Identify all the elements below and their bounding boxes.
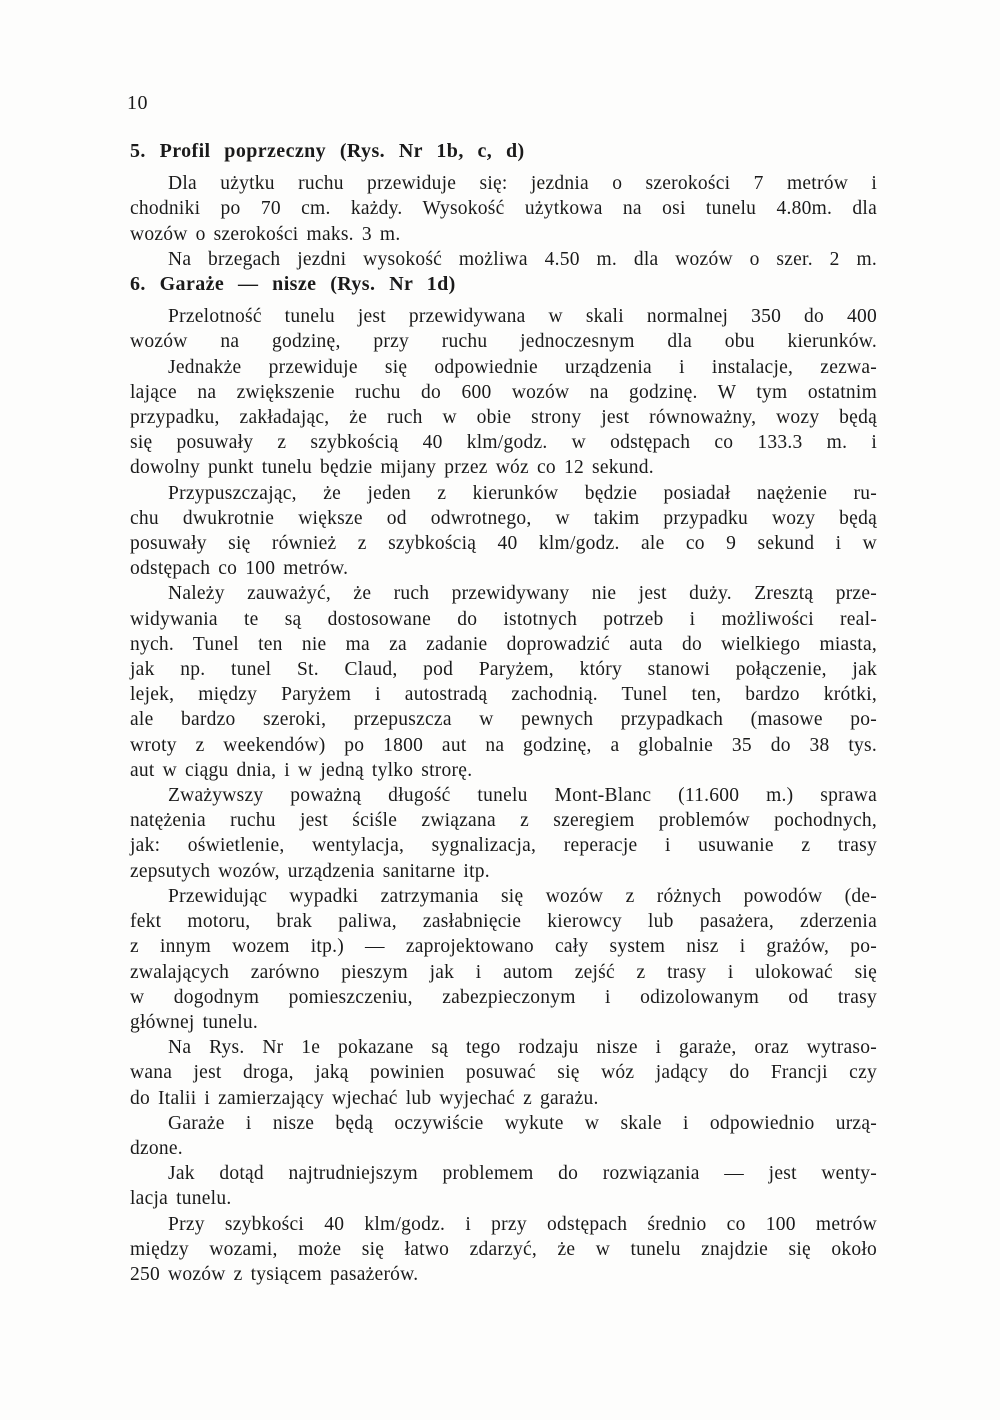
section-heading: 5. Profil poprzeczny (Rys. Nr 1b, c, d)	[130, 140, 525, 162]
text-line: natężenia ruchu jest ściśle związana z szeregiem problemów pochodnych,	[130, 810, 877, 832]
text-line: 250 wozów z tysiącem pasażerów.	[130, 1263, 419, 1285]
text-line: Garaże i nisze będą oczywiście wykute w skale i odpowiednio urzą-	[168, 1112, 877, 1134]
text-line: zepsutych wozów, urządzenia sanitarne itp.	[130, 860, 490, 882]
text-line: się posuwały z szybkością 40 klm/godz. w odstępach co 133.3 m. i	[130, 432, 877, 454]
text-line: dowolny punkt tunelu będzie mijany przez wóz co 12 sekund.	[130, 457, 654, 479]
text-line: lacja tunelu.	[130, 1188, 232, 1210]
text-line: chu dwukrotnie większe od odwrotnego, w takim przypadku wozy będą	[130, 507, 877, 529]
text-line: dzone.	[130, 1137, 183, 1159]
text-line: aut w ciągu dnia, i w jedną tylko strorę.	[130, 759, 473, 781]
text-line: Przelotność tunelu jest przewidywana w skali normalnej 350 do 400	[168, 306, 877, 328]
document-content	[130, 139, 877, 1287]
text-line: nych. Tunel ten nie ma za zadanie doprowadzić auta do wielkiego miasta,	[130, 633, 877, 655]
text-line: chodniki po 70 cm. każdy. Wysokość użytkowa na osi tunelu 4.80m. dla	[130, 198, 877, 220]
text-line: zwalających zarówno pieszym jak i autom zejść z trasy i ulokować się	[130, 961, 877, 983]
paragraph	[130, 171, 877, 247]
page-number: 10	[127, 92, 148, 114]
paragraph	[130, 783, 877, 884]
text-line: lające na zwiększenie ruchu do 600 wozów na godzinę. W tym ostatnim	[130, 381, 877, 403]
text-line: jak np. tunel St. Claud, pod Paryżem, który stanowi połączenie, jak	[130, 659, 877, 681]
text-line: Dla użytku ruchu przewiduje się: jezdnia o szerokości 7 metrów i	[168, 173, 877, 195]
text-line: Jak dotąd najtrudniejszym problemem do rozwiązania — jest wenty-	[168, 1163, 877, 1185]
text-line: do Italii i zamierzający wjechać lub wyjechać z garażu.	[130, 1087, 599, 1109]
text-line: Przy szybkości 40 klm/godz. i przy odstępach średnio co 100 metrów	[168, 1213, 877, 1235]
text-line: Przypuszczając, że jeden z kierunków będzie posiadał naężenie ru-	[168, 482, 877, 504]
text-line: w dogodnym pomieszczeniu, zabezpieczonym i odizolowanym od trasy	[130, 986, 877, 1008]
paragraph	[130, 581, 877, 783]
text-line: wana jest droga, jaką powinien posuwać się wóz jadący do Francji czy	[130, 1062, 877, 1084]
text-line: wozów o szerokości maks. 3 m.	[130, 223, 401, 245]
paragraph	[130, 247, 877, 272]
text-line: posuwały się również z szybkością 40 klm/godz. ale co 9 sekund i w	[130, 533, 877, 555]
text-line: z innym wozem itp.) — zaprojektowano cały system nisz i grażów, po-	[130, 936, 877, 958]
text-line: wozów na godzinę, przy ruchu jednoczesnym dla obu kierunków.	[130, 331, 877, 353]
paragraph	[130, 304, 877, 354]
text-line: fekt motoru, brak paliwa, zasłabnięcie kierowcy lub pasażera, zderzenia	[130, 911, 877, 933]
paragraph	[130, 355, 877, 481]
text-line: Przewidując wypadki zatrzymania się wozów z różnych powodów (de-	[168, 885, 877, 907]
paragraph	[130, 1161, 877, 1211]
text-line: lejek, między Paryżem i autostradą zachodnią. Tunel ten, bardzo krótki,	[130, 684, 877, 706]
section-heading: 6. Garaże — nisze (Rys. Nr 1d)	[130, 273, 456, 296]
paragraph	[130, 481, 877, 582]
text-line: Jednakże przewiduje się odpowiednie urządzenia i instalacje, zezwa-	[168, 356, 877, 378]
text-line: Na brzegach jezdni wysokość możliwa 4.50 m. dla wozów o szer. 2 m.	[168, 248, 877, 270]
text-line: głównej tunelu.	[130, 1011, 258, 1033]
text-line: ale bardzo szeroki, przepuszcza w pewnych przypadkach (masowe po-	[130, 709, 877, 731]
text-line: Zważywszy poważną długość tunelu Mont-Blanc (11.600 m.) sprawa	[168, 785, 877, 807]
paragraph	[130, 1212, 877, 1288]
paragraph	[130, 1035, 877, 1111]
paragraph	[130, 1111, 877, 1161]
text-line: między wozami, może się łatwo zdarzyć, że w tunelu znajdzie się około	[130, 1238, 877, 1260]
text-line: jak: oświetlenie, wentylacja, sygnalizacja, reperacje i usuwanie z trasy	[130, 835, 877, 857]
text-line: Należy zauważyć, że ruch przewidywany nie jest duży. Zresztą prze-	[168, 583, 877, 605]
text-line: odstępach co 100 metrów.	[130, 558, 349, 580]
paragraph	[130, 884, 877, 1035]
text-line: wroty z weekendów) po 1800 aut na godzinę, a globalnie 35 do 38 tys.	[130, 734, 877, 756]
text-line: widywania te są dostosowane do istotnych potrzeb i możliwości real-	[130, 608, 877, 630]
text-line: przypadku, zakładając, że ruch w obie strony jest równoważny, wozy będą	[130, 407, 877, 429]
text-line: Na Rys. Nr 1e pokazane są tego rodzaju nisze i garaże, oraz wytraso-	[168, 1037, 877, 1059]
